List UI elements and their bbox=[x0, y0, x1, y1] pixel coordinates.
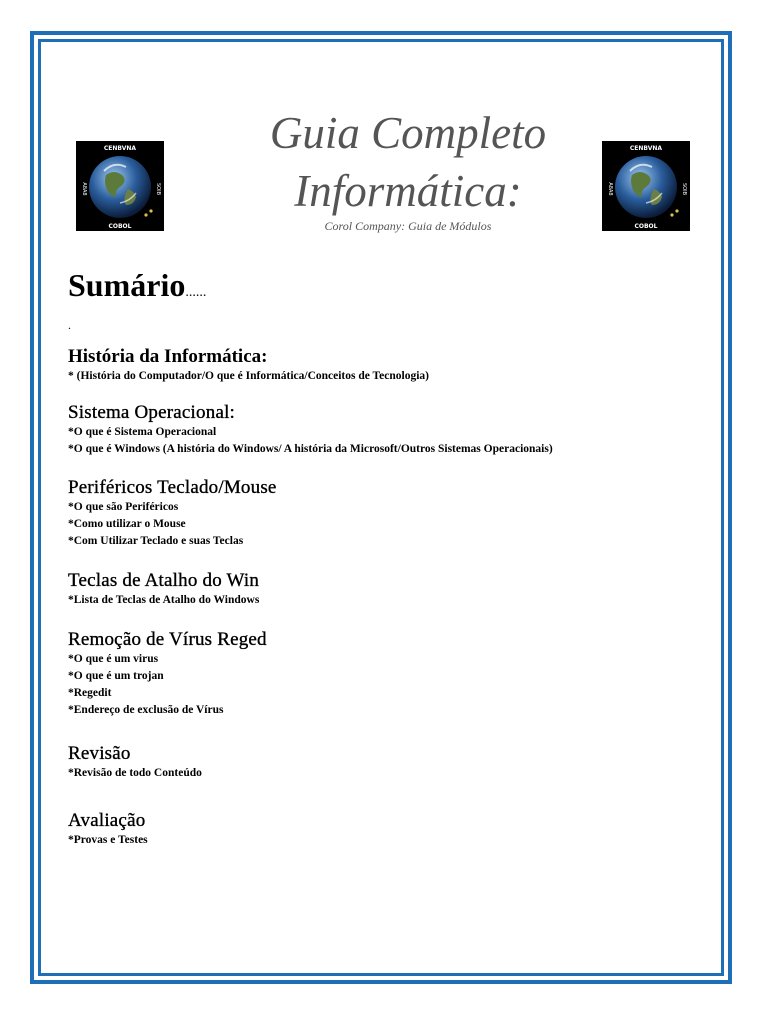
section-perifericos bbox=[68, 477, 708, 550]
svg-text:SOIB: SOIB bbox=[681, 182, 687, 196]
section-title: Avaliação bbox=[68, 810, 146, 831]
section-teclas-atalho bbox=[68, 570, 708, 609]
stray-dot: . bbox=[68, 318, 71, 332]
section-item: *O que são Periféricos bbox=[68, 501, 179, 513]
section-item: *O que é Sistema Operacional bbox=[68, 426, 217, 438]
summary-heading bbox=[68, 265, 206, 313]
section-item: *O que é Windows (A história do Windows/ A história da Microsoft/Outros Sistemas Operacionais) bbox=[68, 443, 553, 455]
section-item: *Como utilizar o Mouse bbox=[68, 518, 186, 530]
section-title: Remoção de Vírus Reged bbox=[68, 629, 267, 650]
section-historia bbox=[68, 346, 708, 385]
logo-label-top: CENBVNA bbox=[629, 145, 663, 152]
svg-text:A8A8: A8A8 bbox=[81, 182, 87, 196]
globe-logo-left bbox=[76, 141, 164, 231]
section-item: *O que é um trojan bbox=[68, 670, 164, 682]
summary-dots: ...... bbox=[185, 285, 207, 300]
logo-label-bottom: COBOL bbox=[108, 223, 132, 230]
document-title-line-1: Guia Completo bbox=[269, 108, 547, 158]
section-item: *Endereço de exclusão de Vírus bbox=[68, 704, 224, 716]
svg-text:SOIB: SOIB bbox=[155, 182, 161, 196]
section-sistema-operacional bbox=[68, 402, 708, 458]
logo-label-top: CENBVNA bbox=[103, 145, 137, 152]
section-title: Teclas de Atalho do Win bbox=[68, 570, 260, 591]
section-remocao-virus bbox=[68, 629, 708, 719]
section-title: História da Informática: bbox=[68, 346, 268, 367]
summary-sections bbox=[68, 346, 708, 849]
svg-text:A8A8: A8A8 bbox=[607, 182, 613, 196]
section-item: * (História do Computador/O que é Informática/Conceitos de Tecnologia) bbox=[68, 370, 429, 382]
section-item: *Provas e Testes bbox=[68, 834, 148, 846]
section-title: Periféricos Teclado/Mouse bbox=[68, 477, 277, 498]
section-item: *Com Utilizar Teclado e suas Teclas bbox=[68, 535, 244, 547]
section-avaliacao bbox=[68, 810, 708, 849]
section-item: *Regedit bbox=[68, 687, 112, 699]
document-subtitle: Corol Company: Guia de Módulos bbox=[324, 219, 492, 233]
section-item: *Lista de Teclas de Atalho do Windows bbox=[68, 594, 260, 606]
section-item: *O que é um virus bbox=[68, 653, 159, 665]
summary-heading-text: Sumário bbox=[68, 267, 186, 303]
section-title: Sistema Operacional: bbox=[68, 402, 236, 423]
document-title-line-2: Informática: bbox=[294, 166, 522, 216]
logo-label-bottom: COBOL bbox=[634, 223, 658, 230]
section-title: Revisão bbox=[68, 743, 131, 764]
section-item: *Revisão de todo Conteúdo bbox=[68, 767, 202, 779]
globe-icon bbox=[76, 141, 164, 231]
section-revisao bbox=[68, 743, 708, 782]
